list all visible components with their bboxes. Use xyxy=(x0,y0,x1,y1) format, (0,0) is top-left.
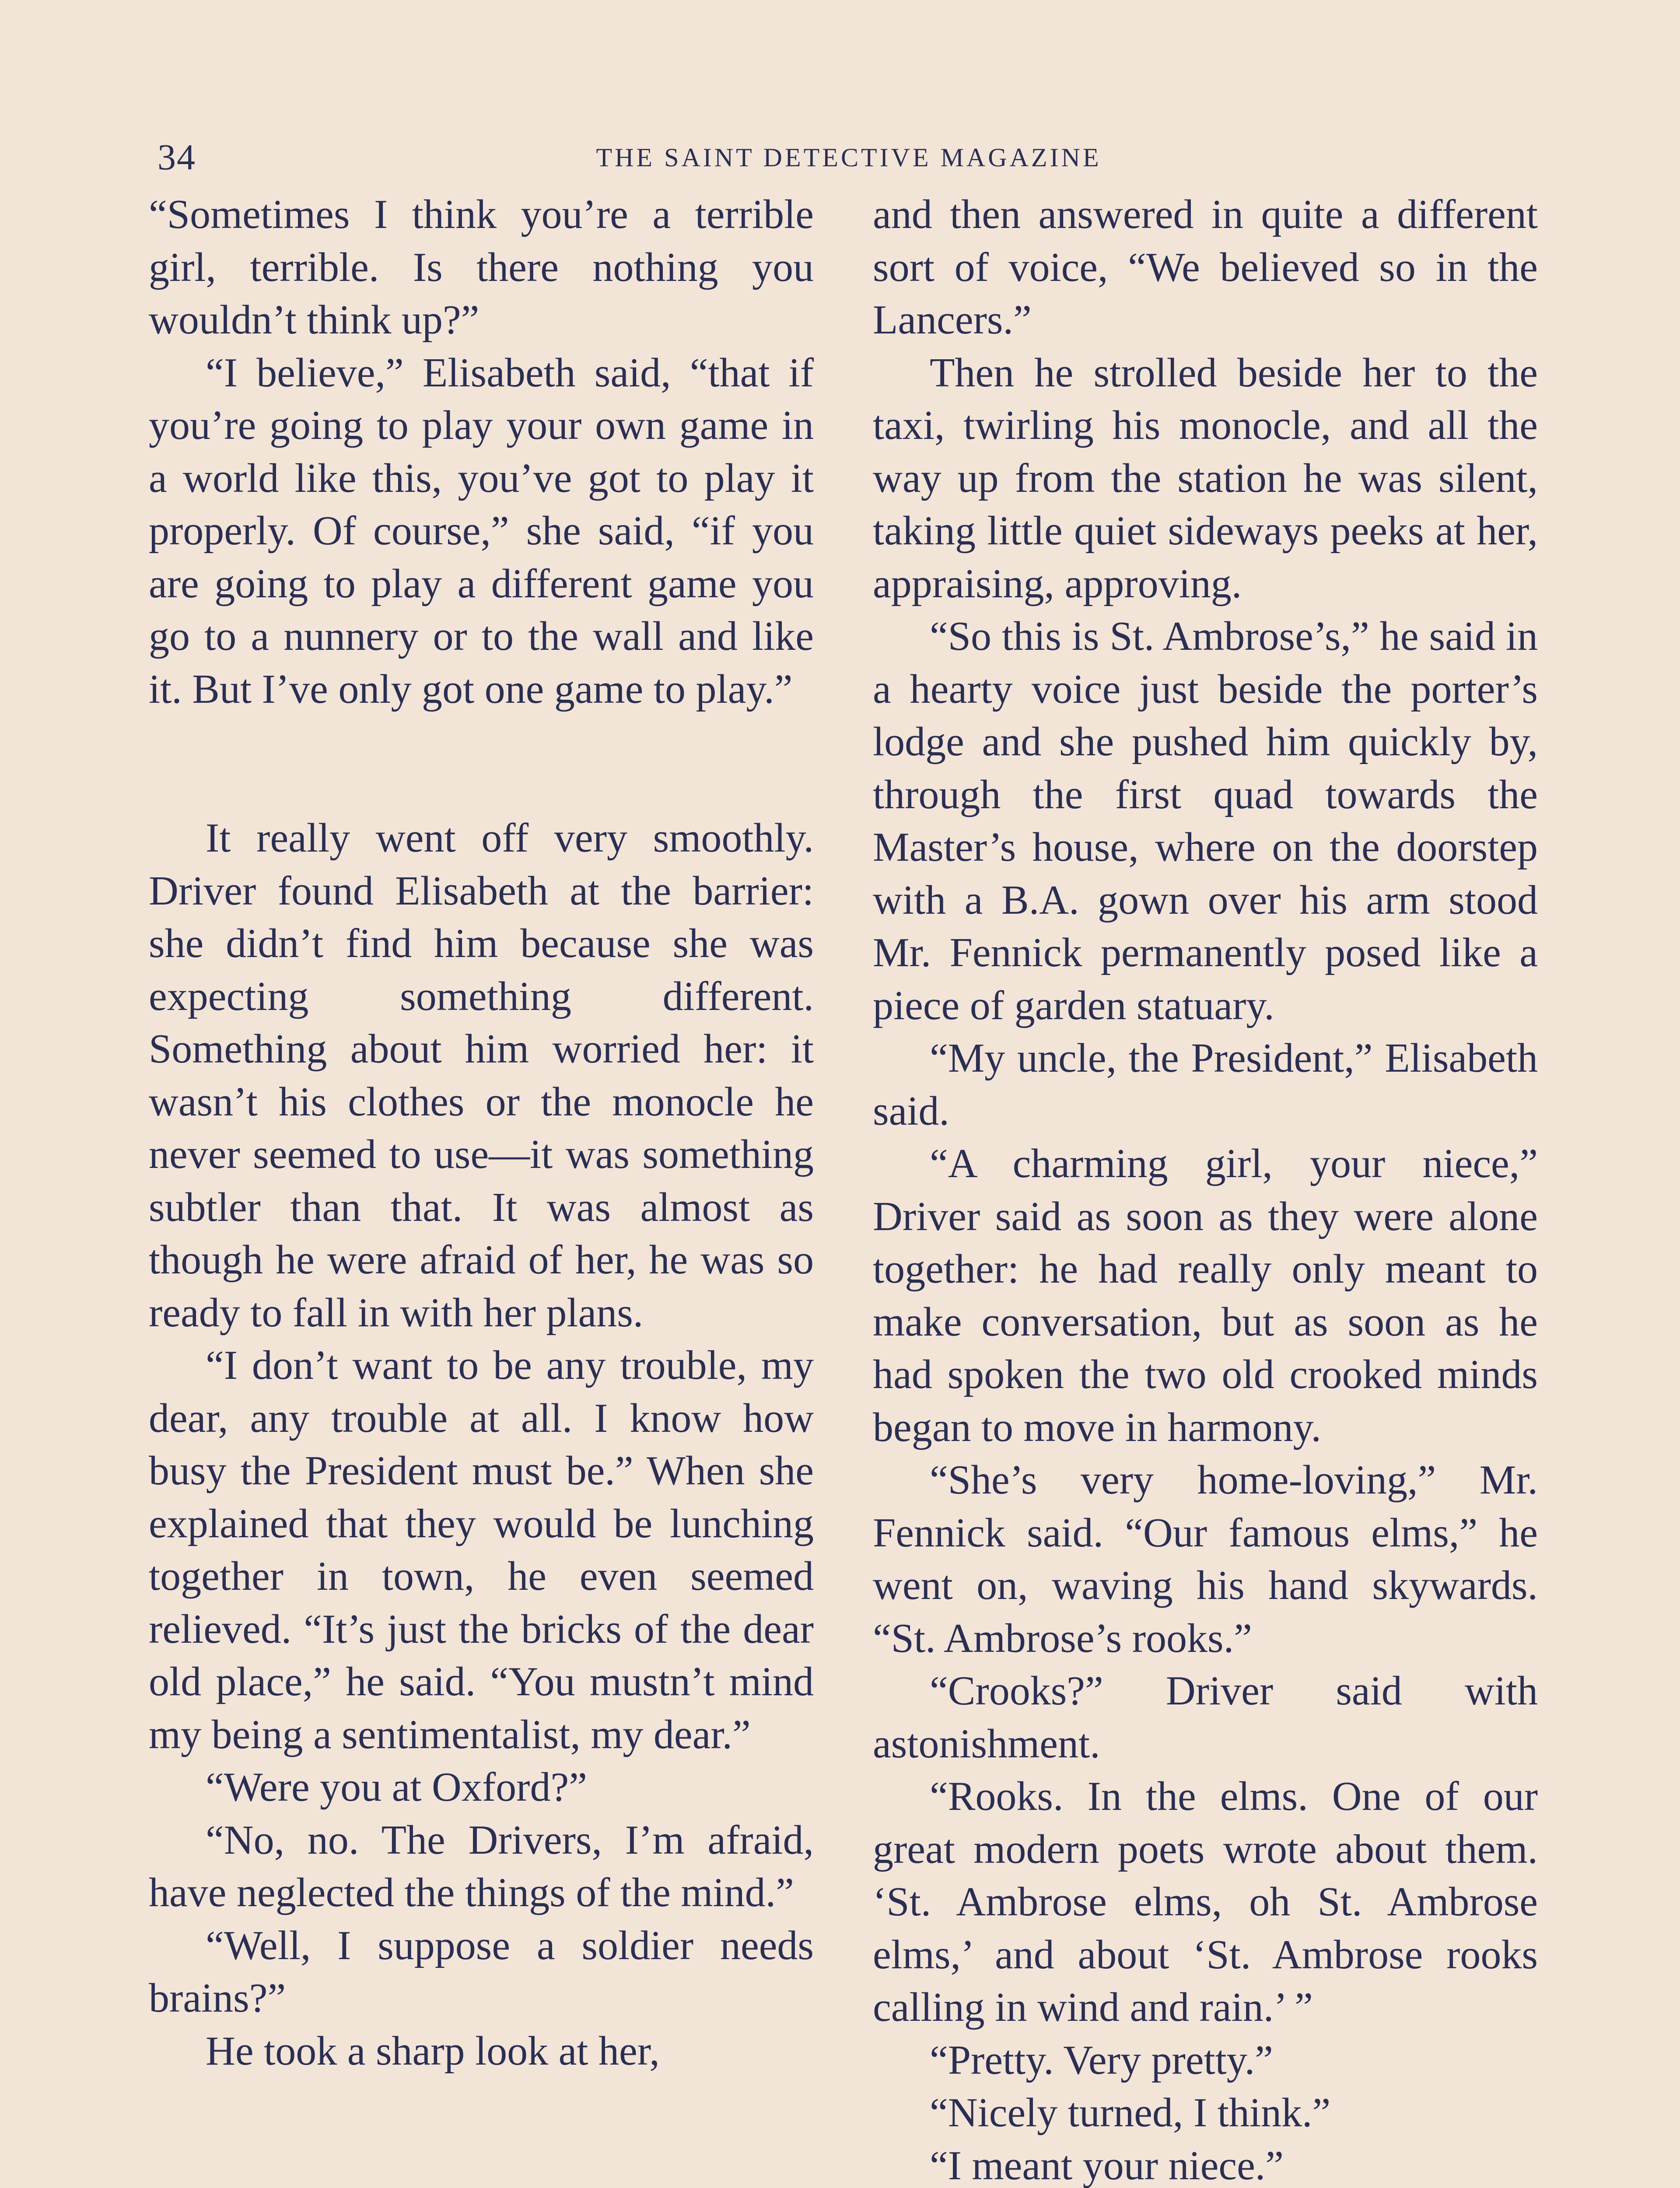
paragraph: “My uncle, the President,” Elisabeth said. xyxy=(873,1035,1538,1134)
page-number: 34 xyxy=(158,137,196,178)
paragraph: “A charming girl, your niece,” Driver said as soon as they were alone together: he had really only meant to make conversation, but as soon as he had spoken the two old crooked minds began to move in harmony. xyxy=(873,1141,1538,1450)
paragraph: “Sometimes I think you’re a terrible girl, terrible. Is there nothing you wouldn’t think up?” xyxy=(149,192,814,343)
paragraph: “I believe,” Elisabeth said, “that if you’re going to play your own game in a world like this, you’ve got to play it properly. Of course,” she said, “if you are going to play a different game you go to a nunnery or to the wall and like it. But I’ve only got one game to play.” xyxy=(149,350,814,712)
paragraph: He took a sharp look at her, xyxy=(206,2028,660,2074)
paragraph: “Nicely turned, I think.” xyxy=(930,2090,1331,2135)
paragraph: “Crooks?” Driver said with astonishment. xyxy=(873,1668,1538,1767)
page-header xyxy=(158,131,1540,184)
paragraph: “Were you at Oxford?” xyxy=(206,1764,587,1810)
paragraph: “Pretty. Very pretty.” xyxy=(930,2037,1273,2083)
paragraph: “So this is St. Ambrose’s,” he said in a hearty voice just beside the porter’s lodge and she pushed him quickly by, through the first quad towards the Master’s house, where on the doorstep with a B.A. gown over his arm stood Mr. Fennick permanently posed like a piece of garden statuary. xyxy=(873,614,1538,1028)
paragraph: “I meant your niece.” xyxy=(930,2142,1284,2188)
paragraph: “Well, I suppose a soldier needs brains?” xyxy=(149,1922,814,2021)
paragraph: “She’s very home-loving,” Mr. Fennick said. “Our famous elms,” he went on, waving his hand skywards. “St. Ambrose’s rooks.” xyxy=(873,1457,1538,1661)
left-column xyxy=(149,188,814,2077)
paragraph: “Rooks. In the elms. One of our great modern poets wrote about them. ‘St. Ambrose elms, oh St. Ambrose elms,’ and about ‘St. Ambrose rooks calling in wind and rain.’ ” xyxy=(873,1774,1538,2030)
paragraph: “I don’t want to be any trouble, my dear, any trouble at all. I know how busy the President must be.” When she explained that they would be lunching together in town, he even seemed relieved. “It’s just the bricks of the dear old place,” he said. “You mustn’t mind my being a sentimentalist, my dear.” xyxy=(149,1343,814,1757)
running-title: THE SAINT DETECTIVE MAGAZINE xyxy=(596,143,1102,172)
right-column xyxy=(873,188,1538,2188)
paragraph: It really went off very smoothly. Driver found Elisabeth at the barrier: she didn’t find him because she was expecting something different. Something about him worried her: it wasn’t his clothes or the monocle he never seemed to use—it was something subtler than that. It was almost as though he were afraid of her, he was so ready to fall in with her plans. xyxy=(149,815,814,1336)
paragraph: Then he strolled beside her to the taxi, twirling his monocle, and all the way up from the station he was silent, taking little quiet sideways peeks at her, appraising, approving. xyxy=(873,350,1538,607)
paragraph: “No, no. The Drivers, I’m afraid, have neglected the things of the mind.” xyxy=(149,1817,814,1915)
paragraph: and then answered in quite a different sort of voice, “We believed so in the Lancers.” xyxy=(873,192,1538,343)
